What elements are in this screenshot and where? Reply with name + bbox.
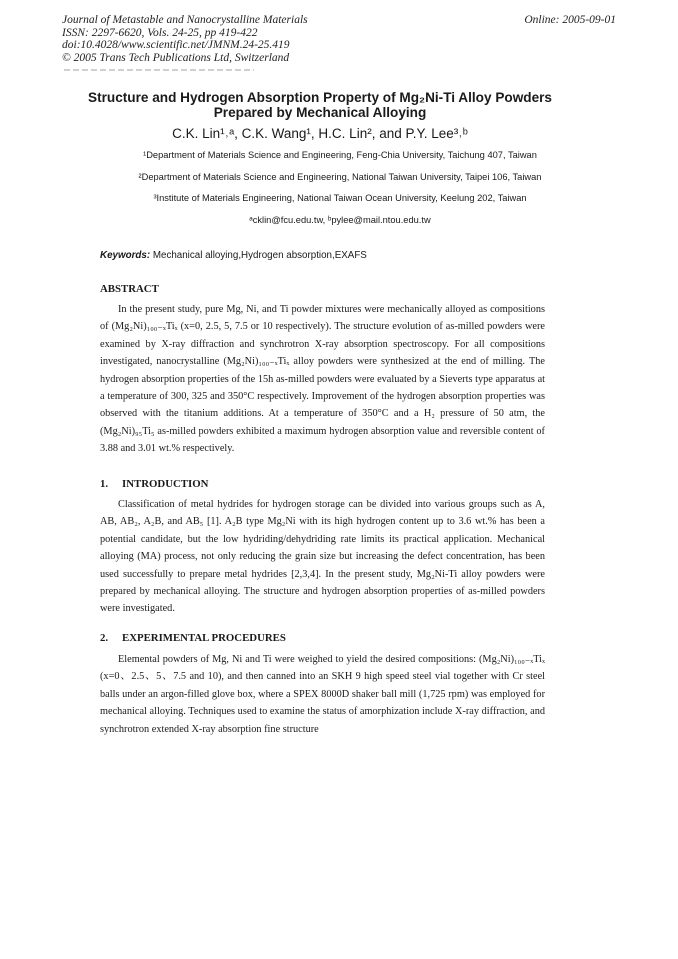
author-emails: ᵃcklin@fcu.edu.tw, ᵇpylee@mail.ntou.edu.tw	[249, 215, 431, 225]
paper-title-line-2: Prepared by Mechanical Alloying	[213, 105, 427, 120]
keywords-label: Keywords:	[100, 250, 151, 261]
affiliation-3: ³Institute of Materials Engineering, National Taiwan Ocean University, Keelung 202, Taiwan	[153, 193, 527, 203]
section-1-heading	[100, 478, 208, 490]
affiliation-2: ²Department of Materials Science and Engineering, National Taiwan University, Taipei 106, Taiwan	[138, 172, 542, 182]
section-1-body	[100, 496, 545, 618]
abstract-body	[100, 301, 545, 458]
online-date: Online: 2005-09-01	[524, 14, 616, 26]
keywords-text: Mechanical alloying,Hydrogen absorption,EXAFS	[152, 250, 367, 261]
section-2-body	[100, 651, 545, 738]
section-2-number: 2.	[100, 632, 109, 644]
journal-issn: ISSN: 2297-6620, Vols. 24-25, pp 419-422	[62, 26, 258, 39]
experimental-paragraph: Elemental powders of Mg, Ni and Ti were weighed to yield the desired compositions: (Mg₂Ni)₁₀₀₋ₓTiₓ (x=0、2.5、5、7.5 and 10), and then canned into an SKH 9 high speed steel vial together with Cr steel balls under an argon-filled glove box, where a SPEX 8000D shaker ball mill (1,725 rpm) was employed for mechanical alloying. Techniques used to examine the status of amorphization include X-ray diffraction, and synchrotron extended X-ray absorption fine structure	[100, 654, 545, 735]
journal-doi: doi:10.4028/www.scientific.net/JMNM.24-25.419	[62, 39, 290, 51]
paper-title	[60, 90, 580, 120]
journal-name: Journal of Metastable and Nanocrystalline Materials	[62, 14, 308, 26]
keywords-line	[100, 250, 580, 261]
header-scan-artifact	[64, 69, 254, 71]
section-2-heading	[100, 632, 286, 644]
section-2-title: EXPERIMENTAL PROCEDURES	[122, 632, 286, 644]
affiliation-1: ¹Department of Materials Science and Engineering, Feng-Chia University, Taichung 407, Taiwan	[143, 150, 537, 160]
journal-copyright: © 2005 Trans Tech Publications Ltd, Switzerland	[62, 51, 290, 64]
abstract-heading: ABSTRACT	[100, 283, 159, 295]
author-list: C.K. Lin¹˒ᵃ, C.K. Wang¹, H.C. Lin², and P.Y. Lee³˒ᵇ	[172, 126, 468, 141]
journal-header	[62, 14, 462, 64]
section-1-title: INTRODUCTION	[122, 478, 209, 490]
section-1-number: 1.	[100, 478, 109, 490]
introduction-paragraph: Classification of metal hydrides for hydrogen storage can be divided into various groups such as A, AB, AB₂, A₂B, and AB₅ [1]. A₂B type Mg₂Ni with its high hydrogen content up to 3.6 wt.% has been a potential candidate, but the low hydriding/dehydriding rate limits its practical application. Mechanical alloying (MA) process, not only reducing the grain size but increasing the defect concentration, has been used successfully to prepare metal hydrides [2,3,4]. In the present study, Mg₂Ni-Ti alloy powders were prepared by mechanical alloying. The structure and hydrogen absorption properties of as-milled powders were investigated.	[100, 499, 545, 615]
abstract-paragraph: In the present study, pure Mg, Ni, and Ti powder mixtures were mechanically alloyed as compositions of (Mg₂Ni)₁₀₀₋ₓTiₓ (x=0, 2.5, 5, 7.5 or 10 respectively). The structure evolution of as-milled powders were examined by X-ray diffraction and synchrotron X-ray absorption spectroscopy. For all compositions investigated, nanocrystalline (Mg₂Ni)₁₀₀₋ₓTiₓ alloy powders were synthesized at the end of milling. The hydrogen absorption properties of the 15h as-milled powders were evaluated by a Sieverts type apparatus at a temperature of 300, 325 and 350°C respectively. Improvement of the hydrogen absorption properties was observed with the titanium additions. At a temperature of 350°C and a H₂ pressure of 50 atm, the (Mg₂Ni)₉₅Ti₅ as-milled powders exhibited a maximum hydrogen absorption value and reversible content of 3.88 and 3.01 wt.% respectively.	[100, 304, 545, 455]
paper-title-line-1: Structure and Hydrogen Absorption Property of Mg₂Ni-Ti Alloy Powders	[88, 90, 552, 105]
